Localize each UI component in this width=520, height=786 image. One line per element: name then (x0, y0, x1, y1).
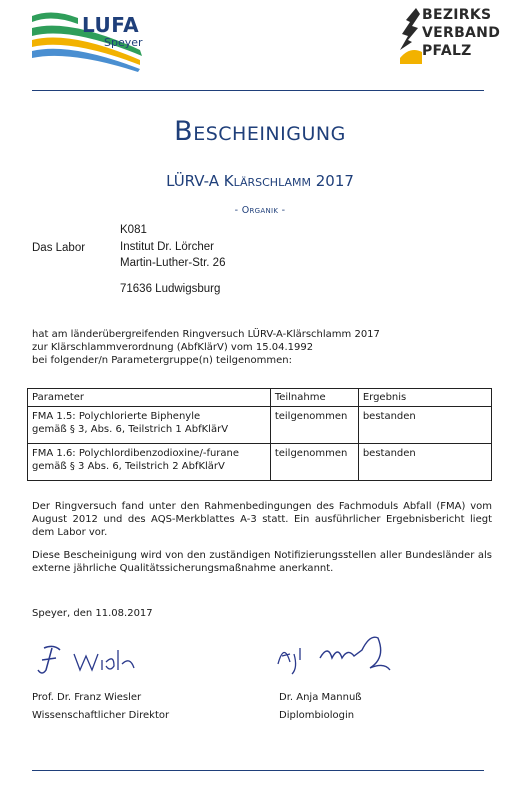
column-header-parameter: Parameter (28, 389, 271, 407)
bezirksverband-line-1: BEZIRKS (422, 7, 492, 23)
lab-street: Martin-Luther-Str. 26 (120, 257, 226, 269)
column-header-result: Ergebnis (358, 389, 491, 407)
bezirksverband-line-2: VERBAND (422, 25, 501, 41)
lufa-logo (30, 10, 155, 72)
parameter-reference: gemäß § 3, Abs. 6, Teilstrich 1 AbfKlärV (32, 424, 229, 435)
lufa-wordmark: LUFA (82, 13, 140, 37)
cell-participation: teilgenommen (270, 407, 358, 444)
intro-line: zur Klärschlammverordnung (AbfKlärV) vom 15.04.1992 (32, 342, 314, 353)
signature-mannuss-icon (270, 628, 410, 678)
bezirksverband-line-3: PFALZ (422, 43, 472, 59)
cell-result: bestanden (358, 407, 491, 444)
document-subtitle: LÜRV-A Klärschlamm 2017 (166, 172, 354, 190)
document-title: Bescheinigung (174, 116, 346, 147)
document-category: - Organik - (234, 205, 286, 216)
table-row (28, 444, 492, 481)
intro-line: hat am länderübergreifenden Ringversuch LÜRV-A-Klärschlamm 2017 (32, 329, 380, 340)
lab-city: 71636 Ludwigsburg (120, 283, 221, 295)
signatory-name: Prof. Dr. Franz Wiesler (32, 692, 142, 703)
place-date: Speyer, den 11.08.2017 (32, 608, 153, 619)
parameter-reference: gemäß § 3 Abs. 6, Teilstrich 2 AbfKlärV (32, 461, 225, 472)
bezirksverband-emblem-icon (398, 6, 424, 66)
signatory-name: Dr. Anja Mannuß (279, 692, 362, 703)
cell-parameter (28, 444, 271, 481)
signatory-2 (279, 689, 362, 725)
table-row (28, 407, 492, 444)
parameter-name: FMA 1.5: Polychlorierte Biphenyle (32, 411, 201, 422)
recognition-paragraph: Diese Bescheinigung wird von den zuständigen Notifizierungsstellen aller Bundesländer als externe jährliche Qualitätssicherungsmaßnahme anerkannt. (32, 550, 492, 574)
lab-label: Das Labor (32, 242, 86, 254)
lab-name: Institut Dr. Lörcher (120, 241, 214, 253)
footer-divider (32, 770, 484, 771)
bezirksverband-logo (398, 6, 510, 70)
cell-result: bestanden (358, 444, 491, 481)
parameter-name: FMA 1.6: Polychlordibenzodioxine/-furane (32, 448, 240, 459)
table-header-row (28, 389, 492, 407)
cell-participation: teilgenommen (270, 444, 358, 481)
intro-text (32, 328, 492, 367)
parameter-table (27, 388, 492, 481)
intro-line: bei folgender/n Parametergruppe(n) teilgenommen: (32, 355, 292, 366)
signatory-1 (32, 689, 169, 725)
lufa-location: Speyer (104, 36, 143, 49)
column-header-participation: Teilnahme (270, 389, 358, 407)
header-divider (32, 90, 484, 91)
signatory-role: Diplombiologin (279, 710, 355, 721)
cell-parameter (28, 407, 271, 444)
lab-code: K081 (120, 224, 147, 236)
signature-wiesler-icon (34, 640, 144, 680)
signatory-role: Wissenschaftlicher Direktor (32, 710, 170, 721)
conditions-paragraph: Der Ringversuch fand unter den Rahmenbedingungen des Fachmoduls Abfall (FMA) vom August 2012 und des AQS-Merkblattes A-3 statt. Ein ausführlicher Ergebnisbericht liegt dem Labor vor. (32, 501, 492, 538)
